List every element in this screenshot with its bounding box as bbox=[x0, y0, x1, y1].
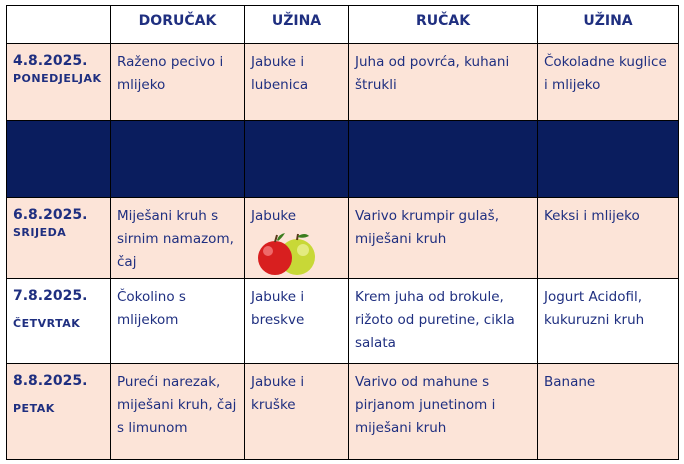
dorucak-cell: Čokolino s mlijekom bbox=[111, 279, 245, 364]
uzina-2-cell: Banane bbox=[538, 364, 679, 460]
uzina-1-cell: Jabuke i lubenica bbox=[245, 44, 349, 121]
blank-cell bbox=[349, 121, 538, 198]
uzina-1-text: Jabuke bbox=[251, 208, 297, 224]
blank-cell bbox=[245, 121, 349, 198]
date-label: 4.8.2025. bbox=[13, 53, 88, 69]
rucak-cell: Krem juha od brokule, rižoto od puretine, cikla salata bbox=[349, 279, 538, 364]
header-uzina-1: UŽINA bbox=[245, 6, 349, 44]
uzina-1-cell: Jabuke i breskve bbox=[245, 279, 349, 364]
date-label: 8.8.2025. bbox=[13, 373, 88, 389]
blank-cell bbox=[7, 121, 111, 198]
day-cell bbox=[7, 279, 111, 364]
header-rucak: RUČAK bbox=[349, 6, 538, 44]
day-name: PETAK bbox=[13, 402, 55, 415]
blank-cell bbox=[538, 121, 679, 198]
table-row bbox=[7, 364, 679, 460]
uzina-1-cell: Jabuke i kruške bbox=[245, 364, 349, 460]
uzina-1-cell bbox=[245, 198, 349, 279]
dorucak-cell: Miješani kruh s sirnim namazom, čaj bbox=[111, 198, 245, 279]
rucak-cell: Varivo od mahune s pirjanom junetinom i miješani kruh bbox=[349, 364, 538, 460]
table-row bbox=[7, 44, 679, 121]
header-dorucak: DORUČAK bbox=[111, 6, 245, 44]
day-name: ČETVRTAK bbox=[13, 317, 81, 330]
header-day bbox=[7, 6, 111, 44]
rucak-cell: Varivo krumpir gulaš, miješani kruh bbox=[349, 198, 538, 279]
date-label: 6.8.2025. bbox=[13, 207, 88, 223]
header-row bbox=[7, 6, 679, 44]
table-row bbox=[7, 198, 679, 279]
blank-cell bbox=[111, 121, 245, 198]
rucak-cell: Juha od povrća, kuhani štrukli bbox=[349, 44, 538, 121]
uzina-2-cell: Keksi i mlijeko bbox=[538, 198, 679, 279]
apples-icon bbox=[251, 230, 321, 278]
meal-plan-table bbox=[6, 5, 679, 460]
day-cell bbox=[7, 198, 111, 279]
dorucak-cell: Raženo pecivo i mlijeko bbox=[111, 44, 245, 121]
day-cell bbox=[7, 44, 111, 121]
blank-row bbox=[7, 121, 679, 198]
header-uzina-2: UŽINA bbox=[538, 6, 679, 44]
table-row bbox=[7, 279, 679, 364]
dorucak-cell: Pureći narezak, miješani kruh, čaj s limunom bbox=[111, 364, 245, 460]
uzina-2-cell: Jogurt Acidofil, kukuruzni kruh bbox=[538, 279, 679, 364]
day-name: SRIJEDA bbox=[13, 226, 67, 239]
uzina-2-cell: Čokoladne kuglice i mlijeko bbox=[538, 44, 679, 121]
day-name: PONEDJELJAK bbox=[13, 72, 102, 85]
date-label: 7.8.2025. bbox=[13, 288, 88, 304]
day-cell bbox=[7, 364, 111, 460]
